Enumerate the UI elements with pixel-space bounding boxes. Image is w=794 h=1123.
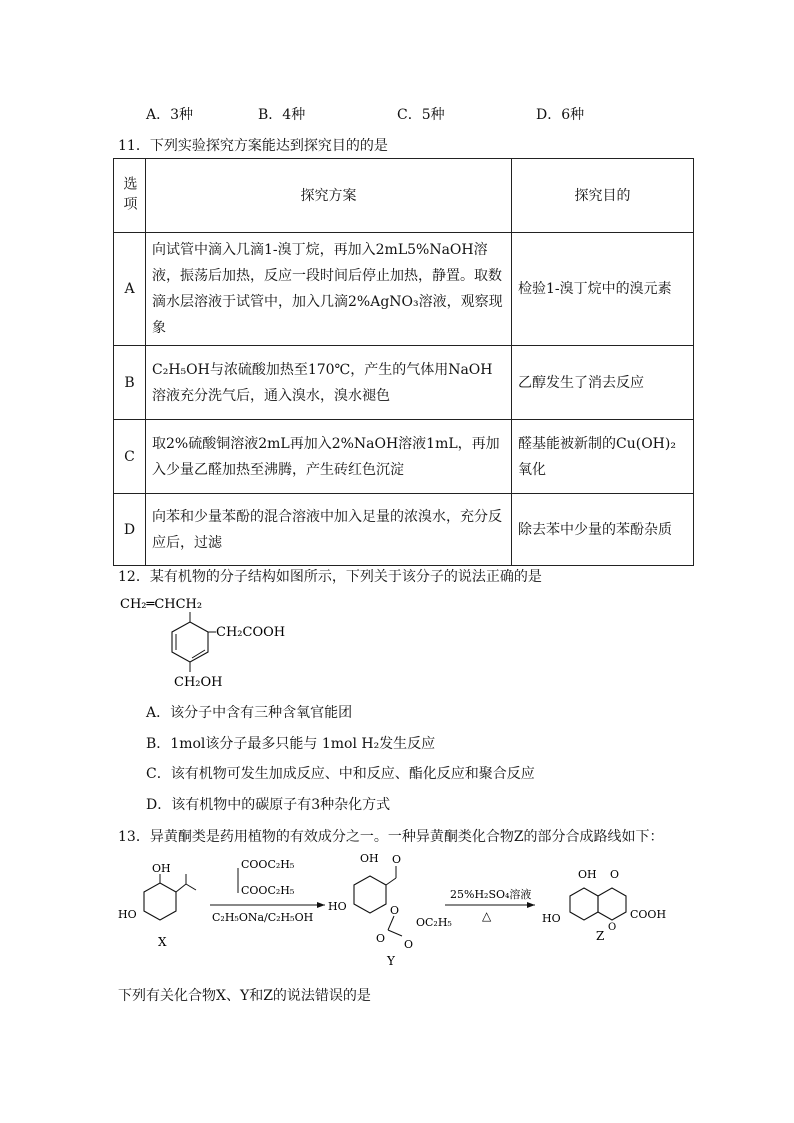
table-row: [114, 420, 694, 494]
table-row: [114, 346, 694, 420]
o-label: O: [376, 932, 386, 945]
acid-label: CH₂COOH: [216, 625, 286, 640]
benzene-ring: [570, 888, 598, 920]
q10-option-b: B．4种: [258, 107, 306, 123]
q10-option-a: A．3种: [146, 107, 194, 123]
bond: [388, 930, 402, 936]
q10-options: [0, 104, 794, 124]
row-purpose: 检验1-溴丁烷中的溴元素: [512, 233, 694, 346]
o-label: O: [404, 938, 414, 951]
q11-table: [113, 158, 694, 566]
table-row: [114, 233, 694, 346]
table-row: [114, 494, 694, 566]
reagent1-line2: COOC₂H₅: [241, 884, 295, 897]
row-option: C: [114, 420, 146, 494]
q10-option-d: D．6种: [536, 107, 585, 123]
q12-option-a: A．该分子中含有三种含氧官能团: [146, 705, 353, 721]
q12-option-c: C．该有机物可发生加成反应、中和反应、酯化反应和聚合反应: [146, 766, 535, 782]
row-option: D: [114, 494, 146, 566]
row-scheme: 向苯和少量苯酚的混合溶液中加入足量的浓溴水，充分反应后，过滤: [146, 494, 512, 566]
q12-stem: 12．某有机物的分子结构如图所示，下列关于该分子的说法正确的是: [118, 569, 542, 585]
arrow-head: [317, 902, 325, 908]
alcohol-label: CH₂OH: [174, 675, 223, 690]
bond: [176, 884, 186, 892]
q12-option-b: B．1mol该分子最多只能与 1mol H₂发生反应: [146, 736, 436, 752]
compound-x: [118, 862, 196, 949]
row-option: A: [114, 233, 146, 346]
benzene-ring: [354, 876, 386, 913]
reagent1-line1: COOC₂H₅: [241, 858, 295, 871]
x-label: X: [158, 935, 167, 949]
row-scheme: C₂H₅OH与浓硫酸加热至170℃，产生的气体用NaOH溶液充分洗气后，通入溴水，溴水褪色: [146, 346, 512, 420]
benzene-ring: [144, 883, 176, 920]
arrow-head: [527, 902, 535, 908]
o-label: O: [608, 922, 617, 933]
compound-z: [542, 868, 666, 943]
oh-label: OH: [360, 852, 379, 865]
ho-label: HO: [118, 908, 137, 921]
reagent2-line2: △: [482, 909, 492, 923]
compound-y: [328, 852, 452, 968]
q12-structure: [110, 590, 410, 690]
y-label: Y: [387, 954, 395, 968]
row-purpose: 除去苯中少量的苯酚杂质: [512, 494, 694, 566]
header-scheme: 探究方案: [146, 159, 512, 233]
q13-tail: 下列有关化合物X、Y和Z的说法错误的是: [118, 988, 371, 1004]
q13-stem: 13．异黄酮类是药用植物的有效成分之一。一种异黄酮类化合物Z的部分合成路线如下：: [118, 829, 664, 845]
table-header-row: [114, 159, 694, 233]
pyrone-ring: [598, 888, 626, 920]
reagent2-line1: 25%H₂SO₄溶液: [450, 888, 532, 901]
oc2h5-label: OC₂H₅: [416, 916, 452, 929]
q11-stem: 11．下列实验探究方案能达到探究目的的是: [118, 138, 388, 154]
cooh-label: COOH: [630, 908, 667, 921]
vinyl-label: CH₂═CHCH₂: [120, 597, 203, 612]
oh-label: OH: [578, 868, 597, 881]
row-purpose: 乙醇发生了消去反应: [512, 346, 694, 420]
row-scheme: 向试管中滴入几滴1-溴丁烷，再加入2mL5%NaOH溶液，振荡后加热，反应一段时间后停止加热，静置。取数滴水层溶液于试管中，加入几滴2%AgNO₃溶液，观察现象: [146, 233, 512, 346]
benzene-ring: [172, 622, 208, 662]
bond: [386, 878, 396, 885]
q12-option-d: D．该有机物中的碳原子有3种杂化方式: [146, 797, 391, 813]
header-purpose: 探究目的: [512, 159, 694, 233]
z-label: Z: [596, 929, 605, 943]
o-label: O: [390, 904, 400, 917]
o-label: O: [392, 853, 402, 866]
row-purpose: 醛基能被新制的Cu(OH)₂氧化: [512, 420, 694, 494]
bond: [388, 916, 394, 930]
ho-label: HO: [328, 900, 347, 913]
oh-label: OH: [152, 862, 171, 875]
header-option: 选项: [114, 159, 146, 233]
reagent1-conditions: C₂H₅ONa/C₂H₅OH: [212, 911, 314, 924]
row-scheme: 取2%硫酸铜溶液2mL再加入2%NaOH溶液1mL，再加入少量乙醛加热至沸腾，产生砖红色沉淀: [146, 420, 512, 494]
q13-synthesis-scheme: [110, 848, 690, 970]
bond: [186, 884, 196, 890]
ho-label: HO: [542, 912, 561, 925]
row-option: B: [114, 346, 146, 420]
q10-option-c: C．5种: [397, 107, 445, 123]
o-label: O: [610, 868, 620, 881]
